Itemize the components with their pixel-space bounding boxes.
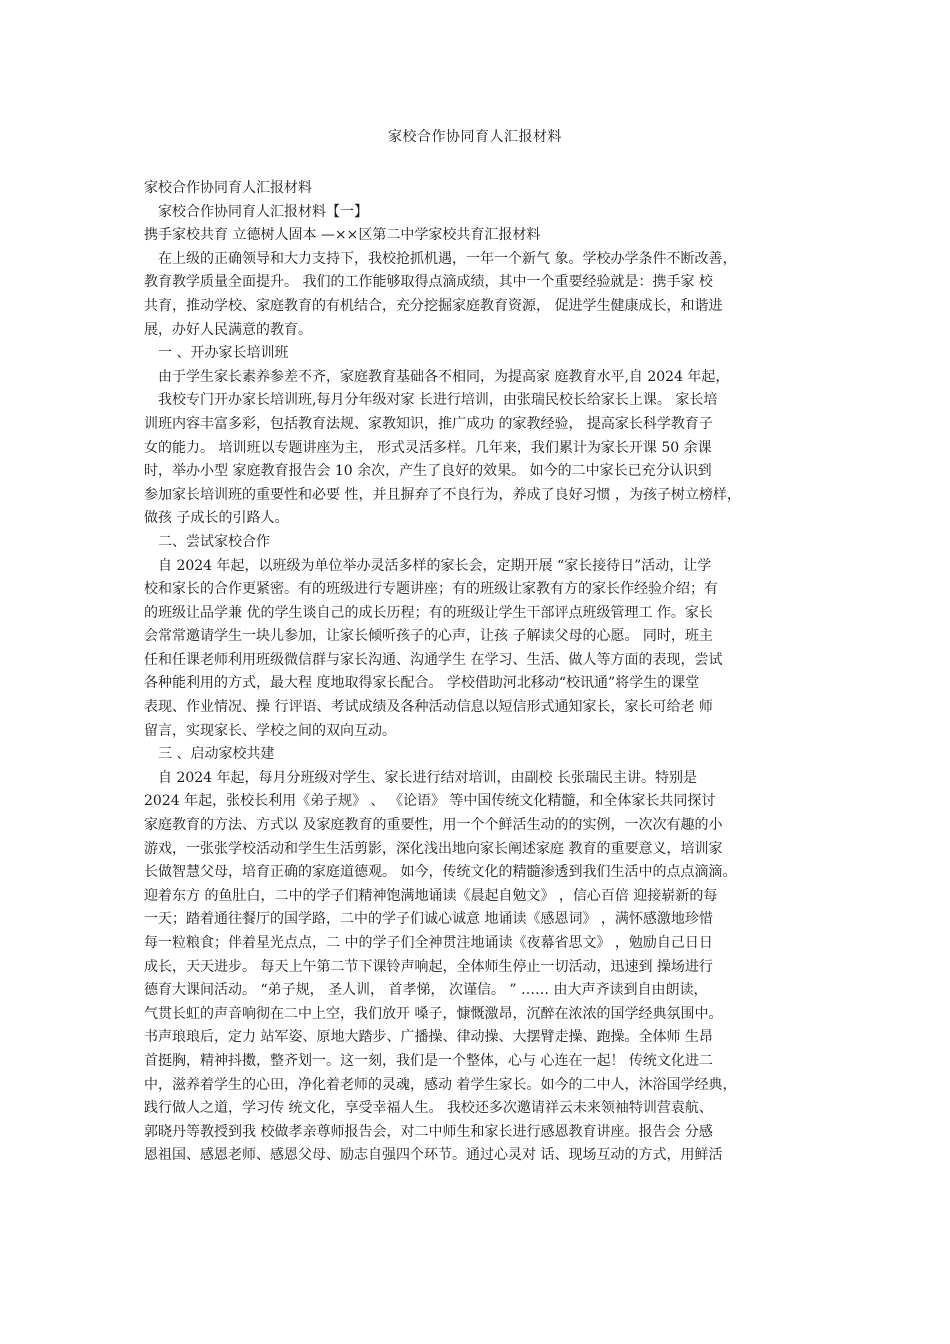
paragraph-line: 游戏，一张张学校活动和学生生活剪影，深化浅出地向家长阐述家庭 教育的重要意义，培训家 [144,840,723,857]
paragraph-line: 2024 年起，张校长利用《弟子规》 、 《论语》 等中国传统文化精髓，和全体家长共同探讨 [144,793,716,810]
report-title: 携手家校共育 立德树人固本 —××区第二中学家校共育汇报材料 [144,227,541,244]
section-heading: 一 、开办家长培训班 [158,345,289,362]
heading-main: 家校合作协同育人汇报材料 [144,180,312,196]
paragraph-line: 气贯长虹的声音响彻在二中上空，我们放开 嗓子，慷慨激昂，沉醉在浓浓的国学经典氛围中。 [144,1005,723,1022]
paragraph-line: 各种能利用的方式，最大程 度地取得家长配合。 学校借助河北移动“校讯通”将学生的课堂 [144,675,700,692]
paragraph-line: 自 2024 年起，以班级为单位举办灵活多样的家长会，定期开展 “家长接待日”活动，让学 [158,557,712,574]
paragraph-line: 做孩 子成长的引路人。 [144,510,289,527]
paragraph-line: 教育教学质量全面提升。 我们的工作能够取得点滴成绩，其中一个重要经验就是：携手家 校 [144,274,713,291]
paragraph-line: 书声琅琅后，定力 站军姿、原地大踏步、广播操、律动操、大摆臂走操、跑操。全体师 生昂 [144,1029,713,1046]
paragraph-line: 德育大课间活动。 “弟子规， 圣人训， 首孝悌， 次谨信。 ” …… 由大声齐读到自由朗读， [144,982,708,999]
paragraph-line: 校和家长的合作更紧密。有的班级进行专题讲座；有的班级让家教有方的家长作经验介绍；有 [144,581,718,598]
paragraph-line: 在上级的正确领导和大力支持下，我校抢抓机遇，一年一个新气 象。学校办学条件不断改善， [158,250,737,267]
paragraph-line: 女的能力。 培训班以专题讲座为主， 形式灵活多样。几年来，我们累计为家长开课 50 余课 [144,439,712,456]
paragraph-line: 家庭教育的方法、方式以 及家庭教育的重要性，用一个个鲜活生动的的实例，一次次有趣的小 [144,817,723,834]
document-body [144,177,812,1168]
document-title: 家校合作协同育人汇报材料 [388,129,562,145]
section-heading: 二、尝试家校合作 [158,533,270,550]
paragraph-line: 践行做人之道，学习传 统文化，享受幸福人生。 我校还多次邀请祥云未来领袖特训营袁航、 [144,1100,713,1117]
paragraph-line: 由于学生家长素养参差不齐，家庭教育基础各不相同，为提高家 庭教育水平,自 2024 年起， [158,368,730,385]
paragraph-line: 一天；踏着通往餐厅的国学路，二中的学子们诚心诚意 地诵读《感恩词》 ，满怀感激地珍惜 [144,911,713,928]
paragraph-line: 我校专门开办家长培训班,每月分年级对家 长进行培训，由张瑞民校长给家长上课。 家长培 [158,392,718,409]
paragraph-line: 表现、作业情况、操 行评语、考试成绩及各种活动信息以短信形式通知家长，家长可给老 师 [144,699,713,716]
paragraph-line: 长做智慧父母，培育正确的家庭道德观。 如今，传统文化的精髓渗透到我们生活中的点点滴滴。 [144,864,737,881]
paragraph-line: 留言，实现家长、学校之间的双向互动。 [144,722,396,739]
paragraph-line: 恩祖国、感恩老师、感恩父母、励志自强四个环节。通过心灵对 话、现场互动的方式，用鲜活 [144,1147,723,1164]
paragraph-line: 自 2024 年起，每月分班级对学生、家长进行结对培训，由副校 长张瑞民主讲。特别是 [158,769,697,786]
paragraph-line: 迎着东方 的鱼肚白，二中的学子们精神饱满地诵读《晨起自勉文》 ，信心百倍 迎接崭新的每 [144,887,718,904]
heading-sub: 家校合作协同育人汇报材料【一】 [158,203,368,220]
paragraph-line: 任和任课老师利用班级微信群与家长沟通、沟通学生 在学习、生活、做人等方面的表现，尝试 [144,651,723,668]
paragraph-line: 的班级让品学兼 优的学生谈自己的成长历程；有的班级让学生干部评点班级管理工 作。家长 [144,604,713,621]
paragraph-line: 展，办好人民满意的教育。 [144,321,312,338]
paragraph-line: 训班内容丰富多彩，包括教育法规、家教知识，推广成功 的家教经验， 提高家长科学教育子 [144,415,713,432]
paragraph-line: 中，滋养着学生的心田，净化着老师的灵魂，感动 着学生家长。如今的二中人，沐浴国学经典， [144,1076,737,1093]
paragraph-line: 首挺胸，精神抖擞，整齐划一。这一刻，我们是一个整体，心与 心连在一起！ 传统文化进二 [144,1052,713,1069]
paragraph-line: 郭晓丹等教授到我 校做孝亲尊师报告会，对二中师生和家长进行感恩教育讲座。报告会 分感 [144,1123,713,1140]
paragraph-line: 参加家长培训班的重要性和必要 性，并且摒弃了不良行为，养成了良好习惯 ，为孩子树立榜样， [144,486,741,503]
paragraph-line: 会常常邀请学生一块儿参加，让家长倾听孩子的心声，让孩 子解读父母的心愿。 同时，班主 [144,628,713,645]
paragraph-line: 每一粒粮食；伴着星光点点，二 中的学子们全神贯注地诵读《夜幕省思文》 ，勉励自己日日 [144,935,713,951]
paragraph-line: 共育，推动学校、家庭教育的有机结合，充分挖掘家庭教育资源， 促进学生健康成长，和谐进 [144,297,723,314]
paragraph-line: 时，举办小型 家庭教育报告会 10 余次，产生了良好的效果。 如今的二中家长已充分认识到 [144,463,712,480]
paragraph-line: 成长，天天进步。 每天上午第二节下课铃声响起，全体师生停止一切活动，迅速到 操场进行 [144,958,713,975]
section-heading: 三 、启动家校共建 [158,746,275,763]
